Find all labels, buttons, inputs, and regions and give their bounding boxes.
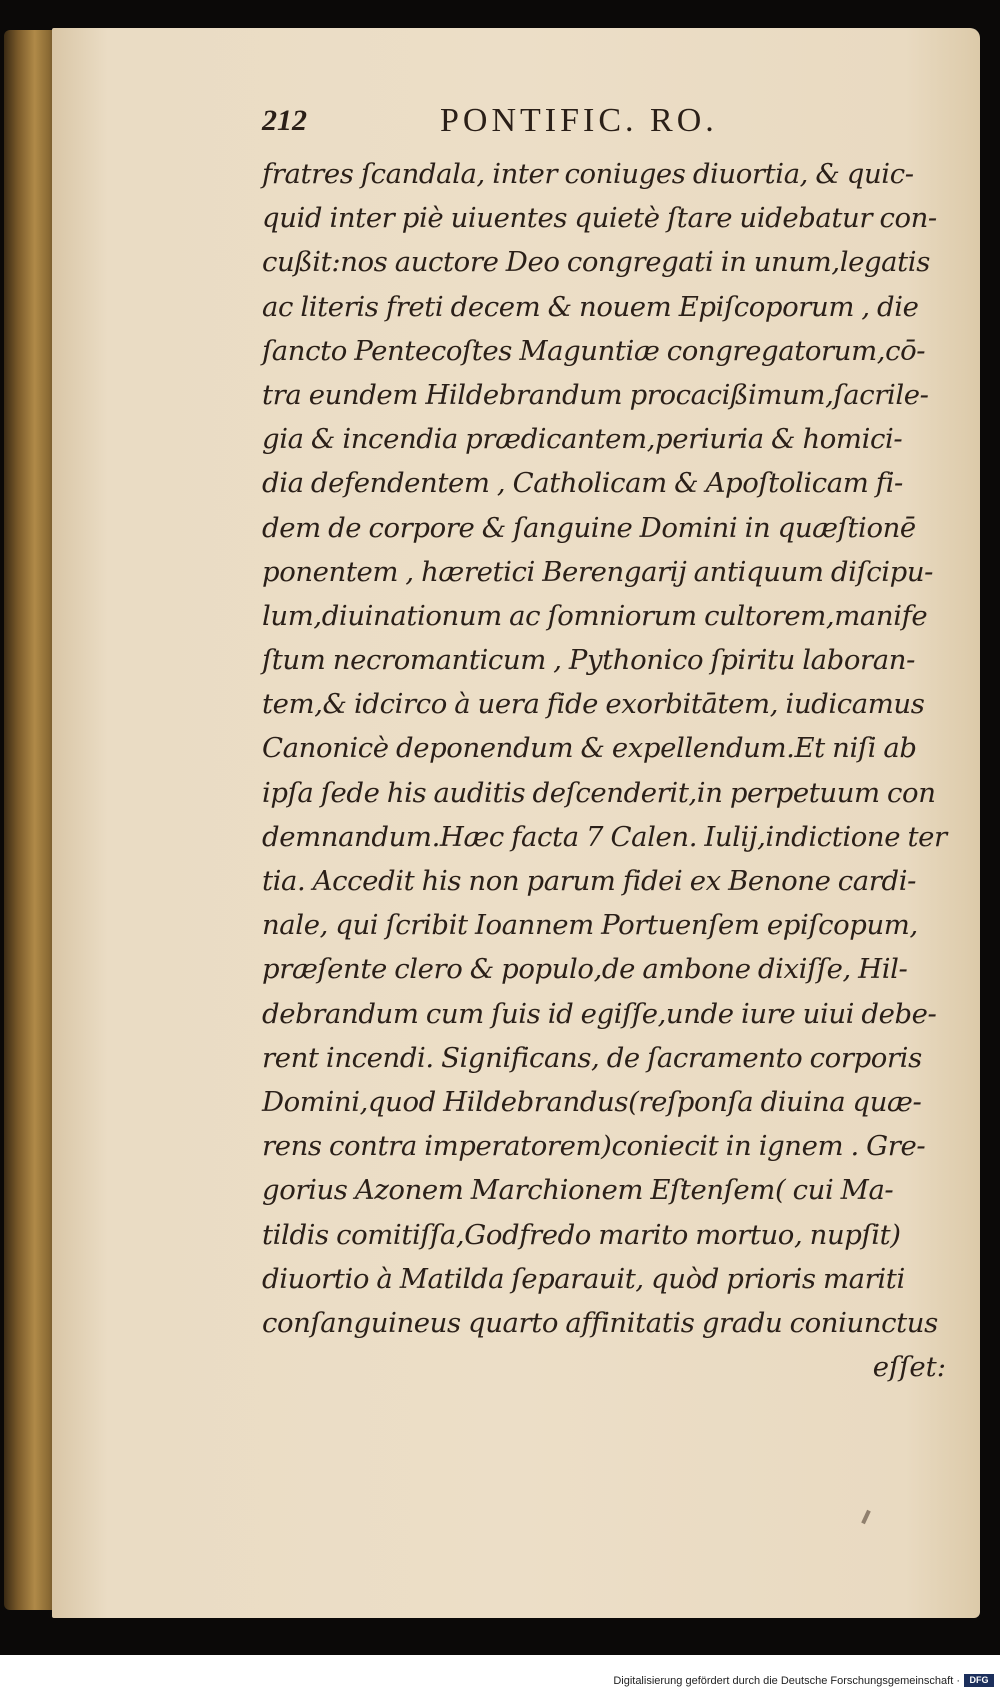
- running-head: [262, 102, 952, 152]
- text-line: præſente clero & populo,de ambone dixiſſe, Hil-: [262, 953, 908, 986]
- text-line: tra eundem Hildebrandum procacißimum,ſacrile-: [262, 378, 929, 411]
- text-line: conſanguineus quarto affinitatis gradu coniunctus: [262, 1306, 938, 1339]
- text-line: nale, qui ſcribit Ioannem Portuenſem epiſcopum,: [262, 909, 918, 942]
- text-line: fratres ſcandala, inter coniuges diuortia, & quic-: [262, 158, 914, 190]
- text-line: tildis comitiſſa,Godfredo marito mortuo, nupſit): [262, 1218, 901, 1251]
- text-line: ac literis freti decem & nouem Epiſcoporum , die: [262, 290, 919, 323]
- body-text: [262, 152, 952, 1389]
- text-line: tia. Accedit his non parum fidei ex Benone cardi-: [262, 865, 917, 897]
- text-line: rent incendi. Significans, de ſacramento corporis: [262, 1041, 922, 1074]
- text-line: tem,& idcirco à uera fide exorbitātem, iudicamus: [262, 688, 925, 721]
- text-line: gia & incendia prædicantem,periuria & homici-: [262, 423, 903, 456]
- text-line: dia defendentem , Catholicam & Apoſtolicam fi-: [262, 467, 903, 500]
- running-title: PONTIFIC. RO.: [440, 102, 718, 139]
- text-line: demnandum.Hæc facta 7 Calen. Iulij,indictione ter: [262, 820, 947, 853]
- text-line: Domini,quod Hildebrandus(reſponſa diuina quæ-: [262, 1085, 922, 1118]
- text-line: ſtum necromanticum , Pythonico ſpiritu laboran-: [262, 644, 915, 677]
- text-line: lum,diuinationum ac ſomniorum cultorem,manife: [262, 599, 928, 632]
- text-line: diuortio à Matilda ſeparauit, quòd prioris mariti: [262, 1262, 905, 1295]
- digitization-credit: Digitalisierung gefördert durch die Deutsche Forschungsgemeinschaft ·: [613, 1675, 960, 1687]
- text-line: rens contra imperatorem)coniecit in ignem . Gre-: [262, 1130, 926, 1163]
- text-line: gorius Azonem Marchionem Eſtenſem( cui Ma-: [262, 1174, 894, 1207]
- text-line: quid inter piè uiuentes quietè ſtare uidebatur con-: [262, 202, 937, 235]
- text-line: ſancto Pentecoſtes Maguntiæ congregatorum,cō-: [262, 334, 926, 367]
- text-line: ipſa ſede his auditis deſcenderit,in perpetuum con: [262, 776, 936, 809]
- page-content: [262, 102, 952, 1402]
- text-line: debrandum cum ſuis id egiſſe,unde iure uiui debe-: [262, 997, 937, 1030]
- dfg-logo: DFG: [964, 1674, 994, 1687]
- text-line: dem de corpore & ſanguine Domini in quæſtionē: [262, 511, 916, 544]
- page-number: 212: [262, 104, 307, 137]
- catchword: eſſet:: [872, 1351, 946, 1384]
- text-line: ponentem , hæretici Berengarij antiquum diſcipu-: [262, 555, 934, 588]
- text-line: Canonicè deponendum & expellendum.Et niſi ab: [262, 732, 917, 765]
- text-line: cußit:nos auctore Deo congregati in unum,legatis: [262, 246, 930, 279]
